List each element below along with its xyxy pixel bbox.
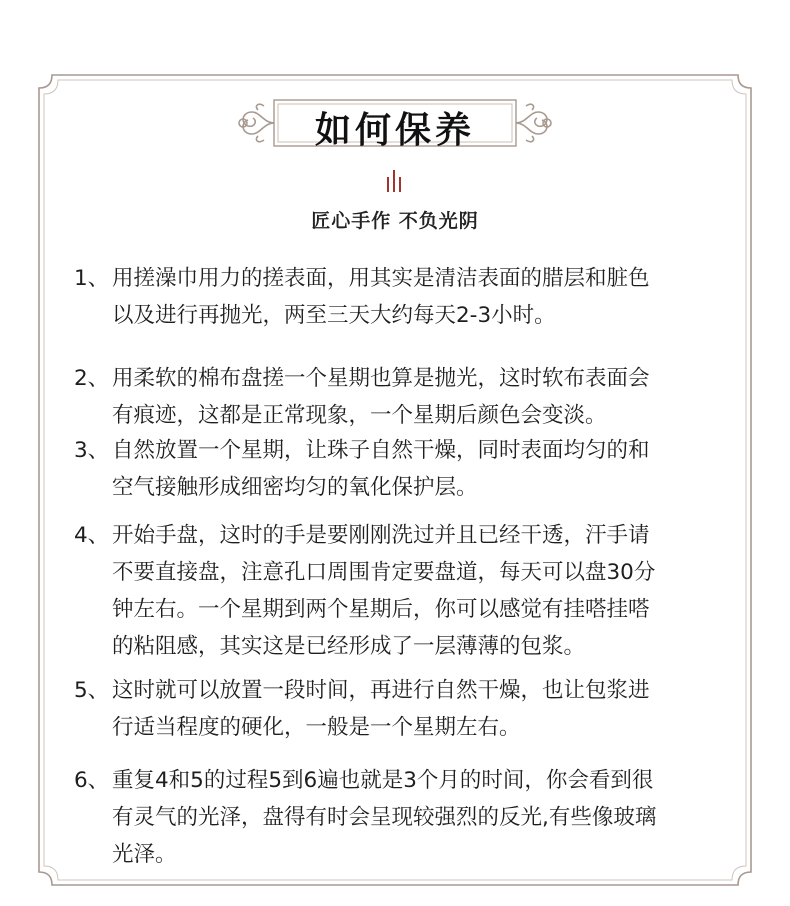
item-line: 的粘阻感，其实这是已经形成了一层薄薄的包浆。 [112,634,586,659]
item-line: 不要直接盘，注意孔口周围肯定要盘道，每天可以盘30分 [112,560,656,585]
list-item [74,762,730,873]
item-number: 4、 [74,523,110,548]
decorative-mark-icon [384,170,404,192]
item-number: 1、 [74,266,110,291]
item-text [74,260,730,334]
list-item [74,432,730,506]
item-number: 5、 [74,678,110,703]
item-line: 这时就可以放置一段时间，再进行自然干燥，也让包浆进 [112,678,650,703]
item-line: 有痕迹，这都是正常现象，一个星期后颜色会变淡。 [112,403,607,428]
list-item [74,260,730,334]
item-number: 3、 [74,438,110,463]
list-item [74,517,730,665]
subtitle: 匠心手作 不负光阴 [311,210,479,232]
item-line: 重复4和5的过程5到6遍也就是3个月的时间，你会看到很 [112,768,654,793]
item-line: 行适当程度的硬化，一般是一个星期左右。 [112,715,521,740]
item-line: 以及进行再抛光，两至三天大约每天2-3小时。 [112,303,556,328]
item-text [74,360,730,434]
content-frame [38,74,752,886]
list-item [74,672,730,746]
item-text [74,672,730,746]
item-line: 钟左右。一个星期到两个星期后，你可以感觉有挂嗒挂嗒 [112,597,650,622]
item-number: 2、 [74,366,110,391]
item-text [74,517,730,665]
item-line: 用柔软的棉布盘搓一个星期也算是抛光，这时软布表面会 [112,366,650,391]
title-cartouche [234,92,556,154]
item-line: 有灵气的光泽，盘得有时会呈现较强烈的反光,有些像玻璃 [112,805,657,830]
item-line: 自然放置一个星期，让珠子自然干燥，同时表面均匀的和 [112,438,650,463]
page-title: 如何保养 [314,109,475,151]
list-item [74,360,730,434]
item-text [74,762,730,873]
item-line: 空气接触形成细密均匀的氧化保护层。 [112,475,478,500]
item-line: 用搓澡巾用力的搓表面，用其实是清洁表面的腊层和脏色 [112,266,650,291]
item-number: 6、 [74,768,110,793]
item-line: 开始手盘，这时的手是要刚刚洗过并且已经干透，汗手请 [112,523,650,548]
item-line: 光泽。 [112,842,177,867]
item-text [74,432,730,506]
